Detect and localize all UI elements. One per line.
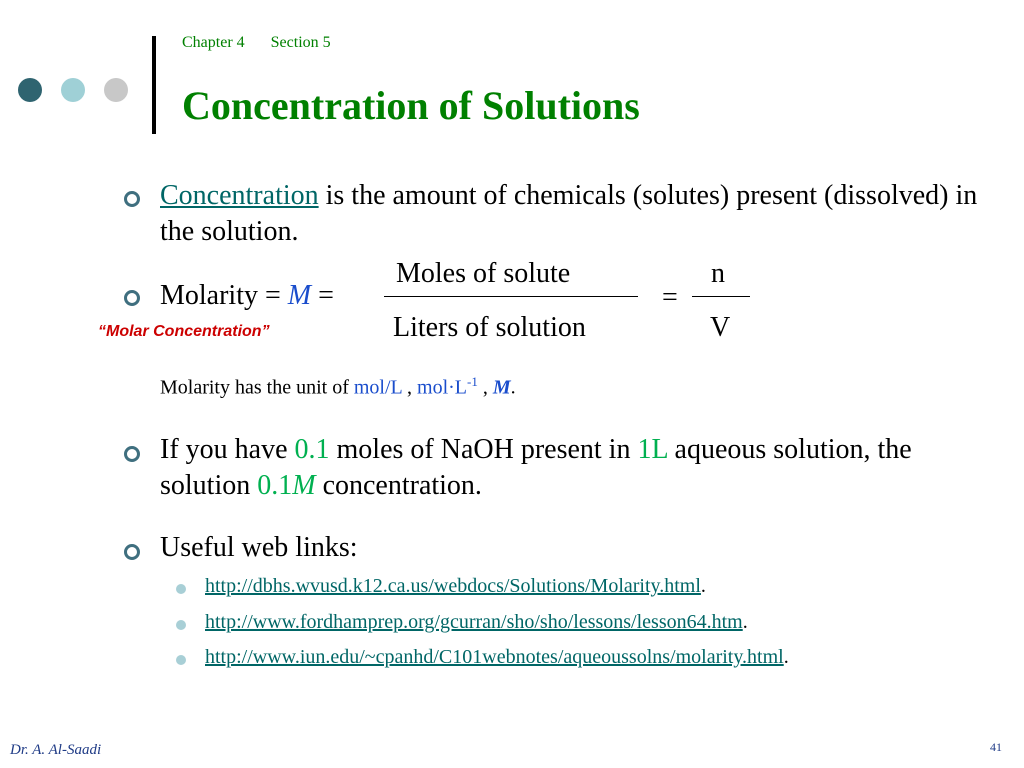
bullet-3-text-4: concentration. xyxy=(315,470,482,501)
bullet-3-text-3: aqueous solution, the solution xyxy=(160,434,912,501)
deco-dot-dark xyxy=(18,78,42,102)
web-link-2-url[interactable]: http://www.fordhamprep.org/gcurran/sho/sho/lessons/lesson64.htm xyxy=(205,611,743,633)
unit-sep-1: , xyxy=(402,376,418,399)
web-link-3-end: . xyxy=(783,646,789,668)
bullet-3-text-2: moles of NaOH present in xyxy=(329,434,638,465)
unit-sep-2: , xyxy=(477,376,493,399)
fraction-numerator: Moles of solute xyxy=(396,258,571,289)
molarity-symbol: M xyxy=(287,280,312,311)
concentration-link[interactable]: Concentration xyxy=(160,180,319,211)
second-equals: = xyxy=(662,282,678,313)
fraction-denominator: Liters of solution xyxy=(393,312,586,343)
web-link-3-url[interactable]: http://www.iun.edu/~cpanhd/C101webnotes/aqueoussolns/molarity.html xyxy=(205,646,784,668)
page-title: Concentration of Solutions xyxy=(182,83,640,128)
bullet-1 xyxy=(160,178,980,250)
bullet-3-text-1: If you have xyxy=(160,434,295,465)
fraction-line xyxy=(384,296,638,297)
section-label: Section 5 xyxy=(270,34,331,51)
molarity-equals: = xyxy=(311,280,334,311)
footer-author: Dr. A. Al-Saadi xyxy=(10,742,102,758)
value-1l: 1L xyxy=(637,434,668,465)
unit-prefix: Molarity has the unit of xyxy=(160,376,354,399)
molar-concentration-label: “Molar Concentration” xyxy=(98,323,270,340)
web-link-2 xyxy=(205,611,748,634)
web-link-1 xyxy=(205,575,706,598)
web-link-2-end: . xyxy=(742,611,748,633)
link-1-marker xyxy=(176,584,186,594)
bullet-4: Useful web links: xyxy=(160,532,358,563)
link-3-marker xyxy=(176,655,186,665)
page-number: 41 xyxy=(990,740,1002,754)
fraction-v: V xyxy=(710,312,731,343)
unit-exponent: -1 xyxy=(467,374,478,389)
bullet-3 xyxy=(160,432,960,504)
deco-dot-light xyxy=(61,78,85,102)
molarity-formula-lhs xyxy=(160,278,334,314)
web-link-3 xyxy=(205,646,789,669)
bullet-1-text: is the amount of chemicals (solutes) present (dissolved) in the solution. xyxy=(160,180,978,247)
web-link-1-end: . xyxy=(700,575,706,597)
bullet-1-marker xyxy=(124,191,140,207)
bullet-4-marker xyxy=(124,544,140,560)
bullet-3-marker xyxy=(124,446,140,462)
chapter-label: Chapter 4 xyxy=(182,34,245,51)
unit-m: M xyxy=(492,376,511,399)
nv-fraction-line xyxy=(692,296,750,297)
fraction-n: n xyxy=(711,258,725,289)
link-2-marker xyxy=(176,620,186,630)
value-0-1: 0.1 xyxy=(294,434,330,465)
value-m: M xyxy=(292,470,316,501)
molarity-prefix: Molarity = xyxy=(160,280,288,311)
web-link-1-url[interactable]: http://dbhs.wvusd.k12.ca.us/webdocs/Solutions/Molarity.html xyxy=(205,575,701,597)
unit-line xyxy=(160,374,516,400)
bullet-2-marker xyxy=(124,290,140,306)
unit-mol-per-l: mol/L xyxy=(353,376,403,399)
unit-mol-l-inv: mol·L xyxy=(417,376,468,399)
unit-end: . xyxy=(510,376,516,399)
chapter-section-label xyxy=(182,34,331,52)
value-0-1m: 0.1 xyxy=(257,470,293,501)
header-divider xyxy=(152,36,156,134)
deco-dot-gray xyxy=(104,78,128,102)
